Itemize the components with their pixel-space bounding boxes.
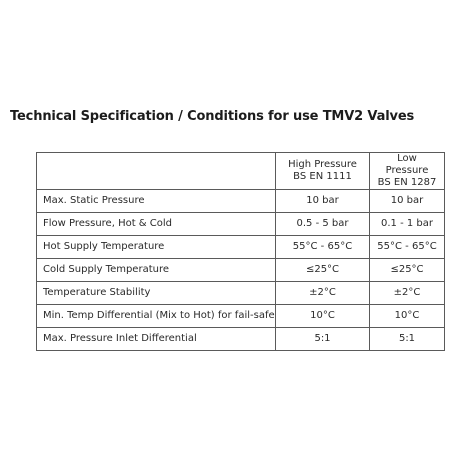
row-label: Max. Static Pressure — [37, 190, 276, 213]
table-header-row — [37, 153, 445, 190]
high-pressure-value: 10 bar — [276, 190, 370, 213]
low-pressure-value: 0.1 - 1 bar — [370, 213, 445, 236]
header-low-pressure-standard: BS EN 1287 — [377, 177, 437, 188]
table-row — [37, 190, 445, 213]
high-pressure-value: 5:1 — [276, 328, 370, 351]
high-pressure-value: ±2°C — [276, 282, 370, 305]
high-pressure-value: 0.5 - 5 bar — [276, 213, 370, 236]
header-low-pressure-name: Low Pressure — [385, 153, 429, 176]
high-pressure-value: 10°C — [276, 305, 370, 328]
row-label: Hot Supply Temperature — [37, 236, 276, 259]
header-blank-cell — [37, 153, 276, 190]
table-row — [37, 282, 445, 305]
low-pressure-value: 55°C - 65°C — [370, 236, 445, 259]
document-title: Technical Specification / Conditions for use TMV2 Valves — [10, 109, 415, 124]
table-row — [37, 213, 445, 236]
header-high-pressure-standard: BS EN 1111 — [293, 171, 352, 182]
row-label: Temperature Stability — [37, 282, 276, 305]
low-pressure-value: 10 bar — [370, 190, 445, 213]
row-label: Min. Temp Differential (Mix to Hot) for fail-safe — [37, 305, 276, 328]
row-label: Flow Pressure, Hot & Cold — [37, 213, 276, 236]
header-high-pressure — [276, 153, 370, 190]
table-row — [37, 259, 445, 282]
row-label: Max. Pressure Inlet Differential — [37, 328, 276, 351]
spec-table — [36, 152, 445, 351]
table-row — [37, 236, 445, 259]
low-pressure-value: ±2°C — [370, 282, 445, 305]
row-label: Cold Supply Temperature — [37, 259, 276, 282]
header-low-pressure — [370, 153, 445, 190]
table-row — [37, 328, 445, 351]
high-pressure-value: 55°C - 65°C — [276, 236, 370, 259]
high-pressure-value: ≤25°C — [276, 259, 370, 282]
table-row — [37, 305, 445, 328]
low-pressure-value: ≤25°C — [370, 259, 445, 282]
low-pressure-value: 5:1 — [370, 328, 445, 351]
low-pressure-value: 10°C — [370, 305, 445, 328]
header-high-pressure-name: High Pressure — [288, 159, 357, 170]
